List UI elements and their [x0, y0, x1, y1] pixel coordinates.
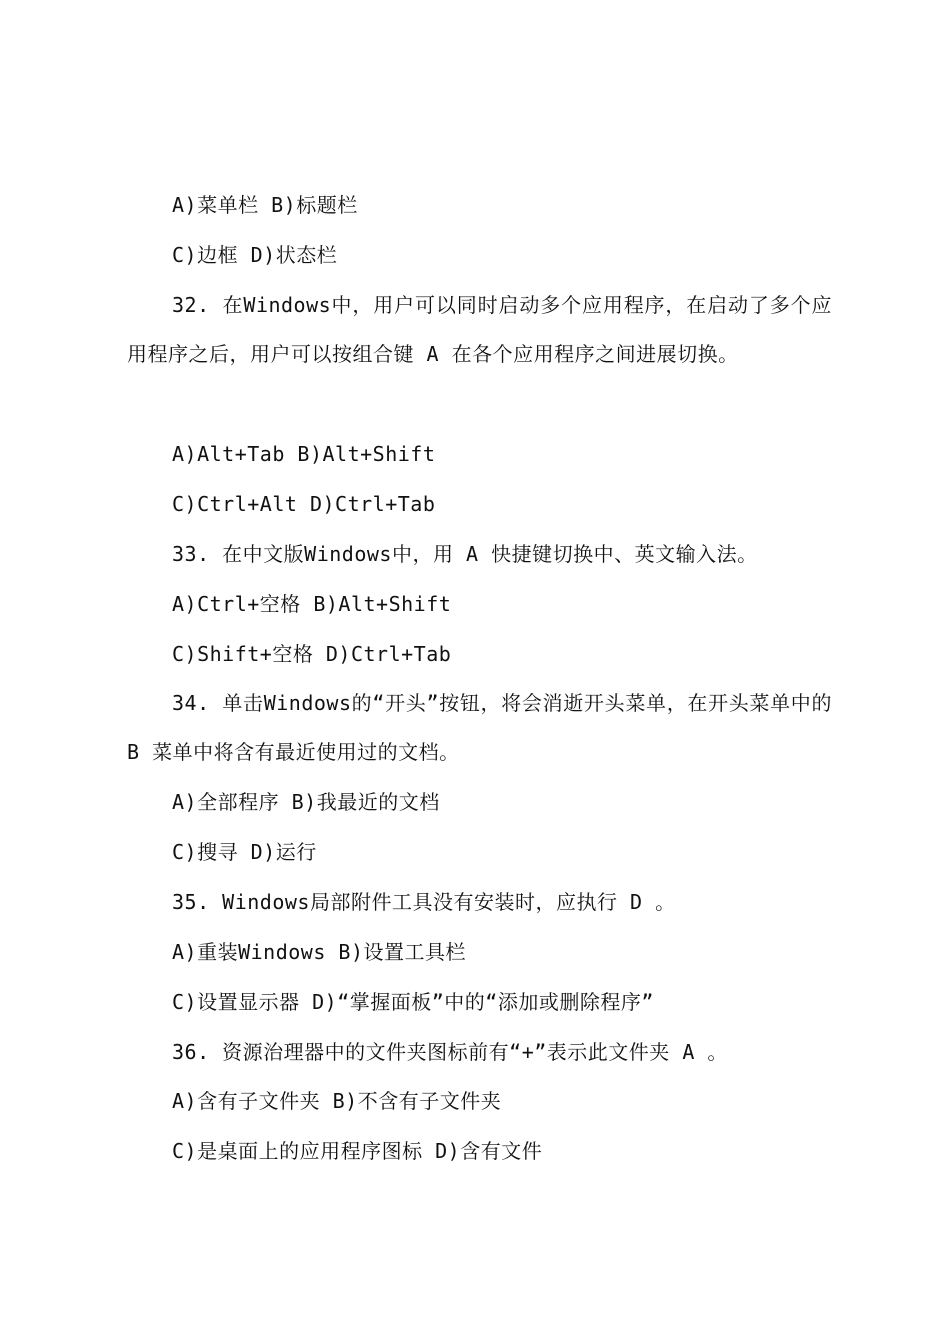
- q31-options-cd: C)边框 D)状态栏: [172, 243, 338, 267]
- q33-question: 33. 在中文版Windows中，用 A 快捷键切换中、英文输入法。: [172, 542, 758, 566]
- q33-options-cd: C)Shift+空格 D)Ctrl+Tab: [172, 642, 452, 666]
- q33-options-ab: A)Ctrl+空格 B)Alt+Shift: [172, 592, 452, 616]
- q36-question: 36. 资源治理器中的文件夹图标前有“+”表示此文件夹 A 。: [172, 1040, 728, 1064]
- q34-question: 34. 单击Windows的“开头”按钮，将会消逝开头菜单，在开头菜单中的 B 菜单中将含有最近使用过的文档。: [127, 691, 832, 764]
- q34-options-cd: C)搜寻 D)运行: [172, 840, 317, 864]
- q35-options-cd: C)设置显示器 D)“掌握面板”中的“添加或删除程序”: [172, 990, 654, 1014]
- q36-options-cd: C)是桌面上的应用程序图标 D)含有文件: [172, 1139, 543, 1163]
- q32-question: 32. 在Windows中，用户可以同时启动多个应用程序，在启动了多个应用程序之后，用户可以按组合键 A 在各个应用程序之间进展切换。: [127, 293, 832, 366]
- q36-options-ab: A)含有子文件夹 B)不含有子文件夹: [172, 1089, 502, 1113]
- q34-options-ab: A)全部程序 B)我最近的文档: [172, 790, 440, 814]
- q35-options-ab: A)重装Windows B)设置工具栏: [172, 940, 466, 964]
- q35-question: 35. Windows局部附件工具没有安装时，应执行 D 。: [172, 890, 676, 914]
- q32-options-cd: C)Ctrl+Alt D)Ctrl+Tab: [172, 492, 436, 516]
- q32-options-ab: A)Alt+Tab B)Alt+Shift: [172, 442, 436, 466]
- q31-options-ab: A)菜单栏 B)标题栏: [172, 193, 358, 217]
